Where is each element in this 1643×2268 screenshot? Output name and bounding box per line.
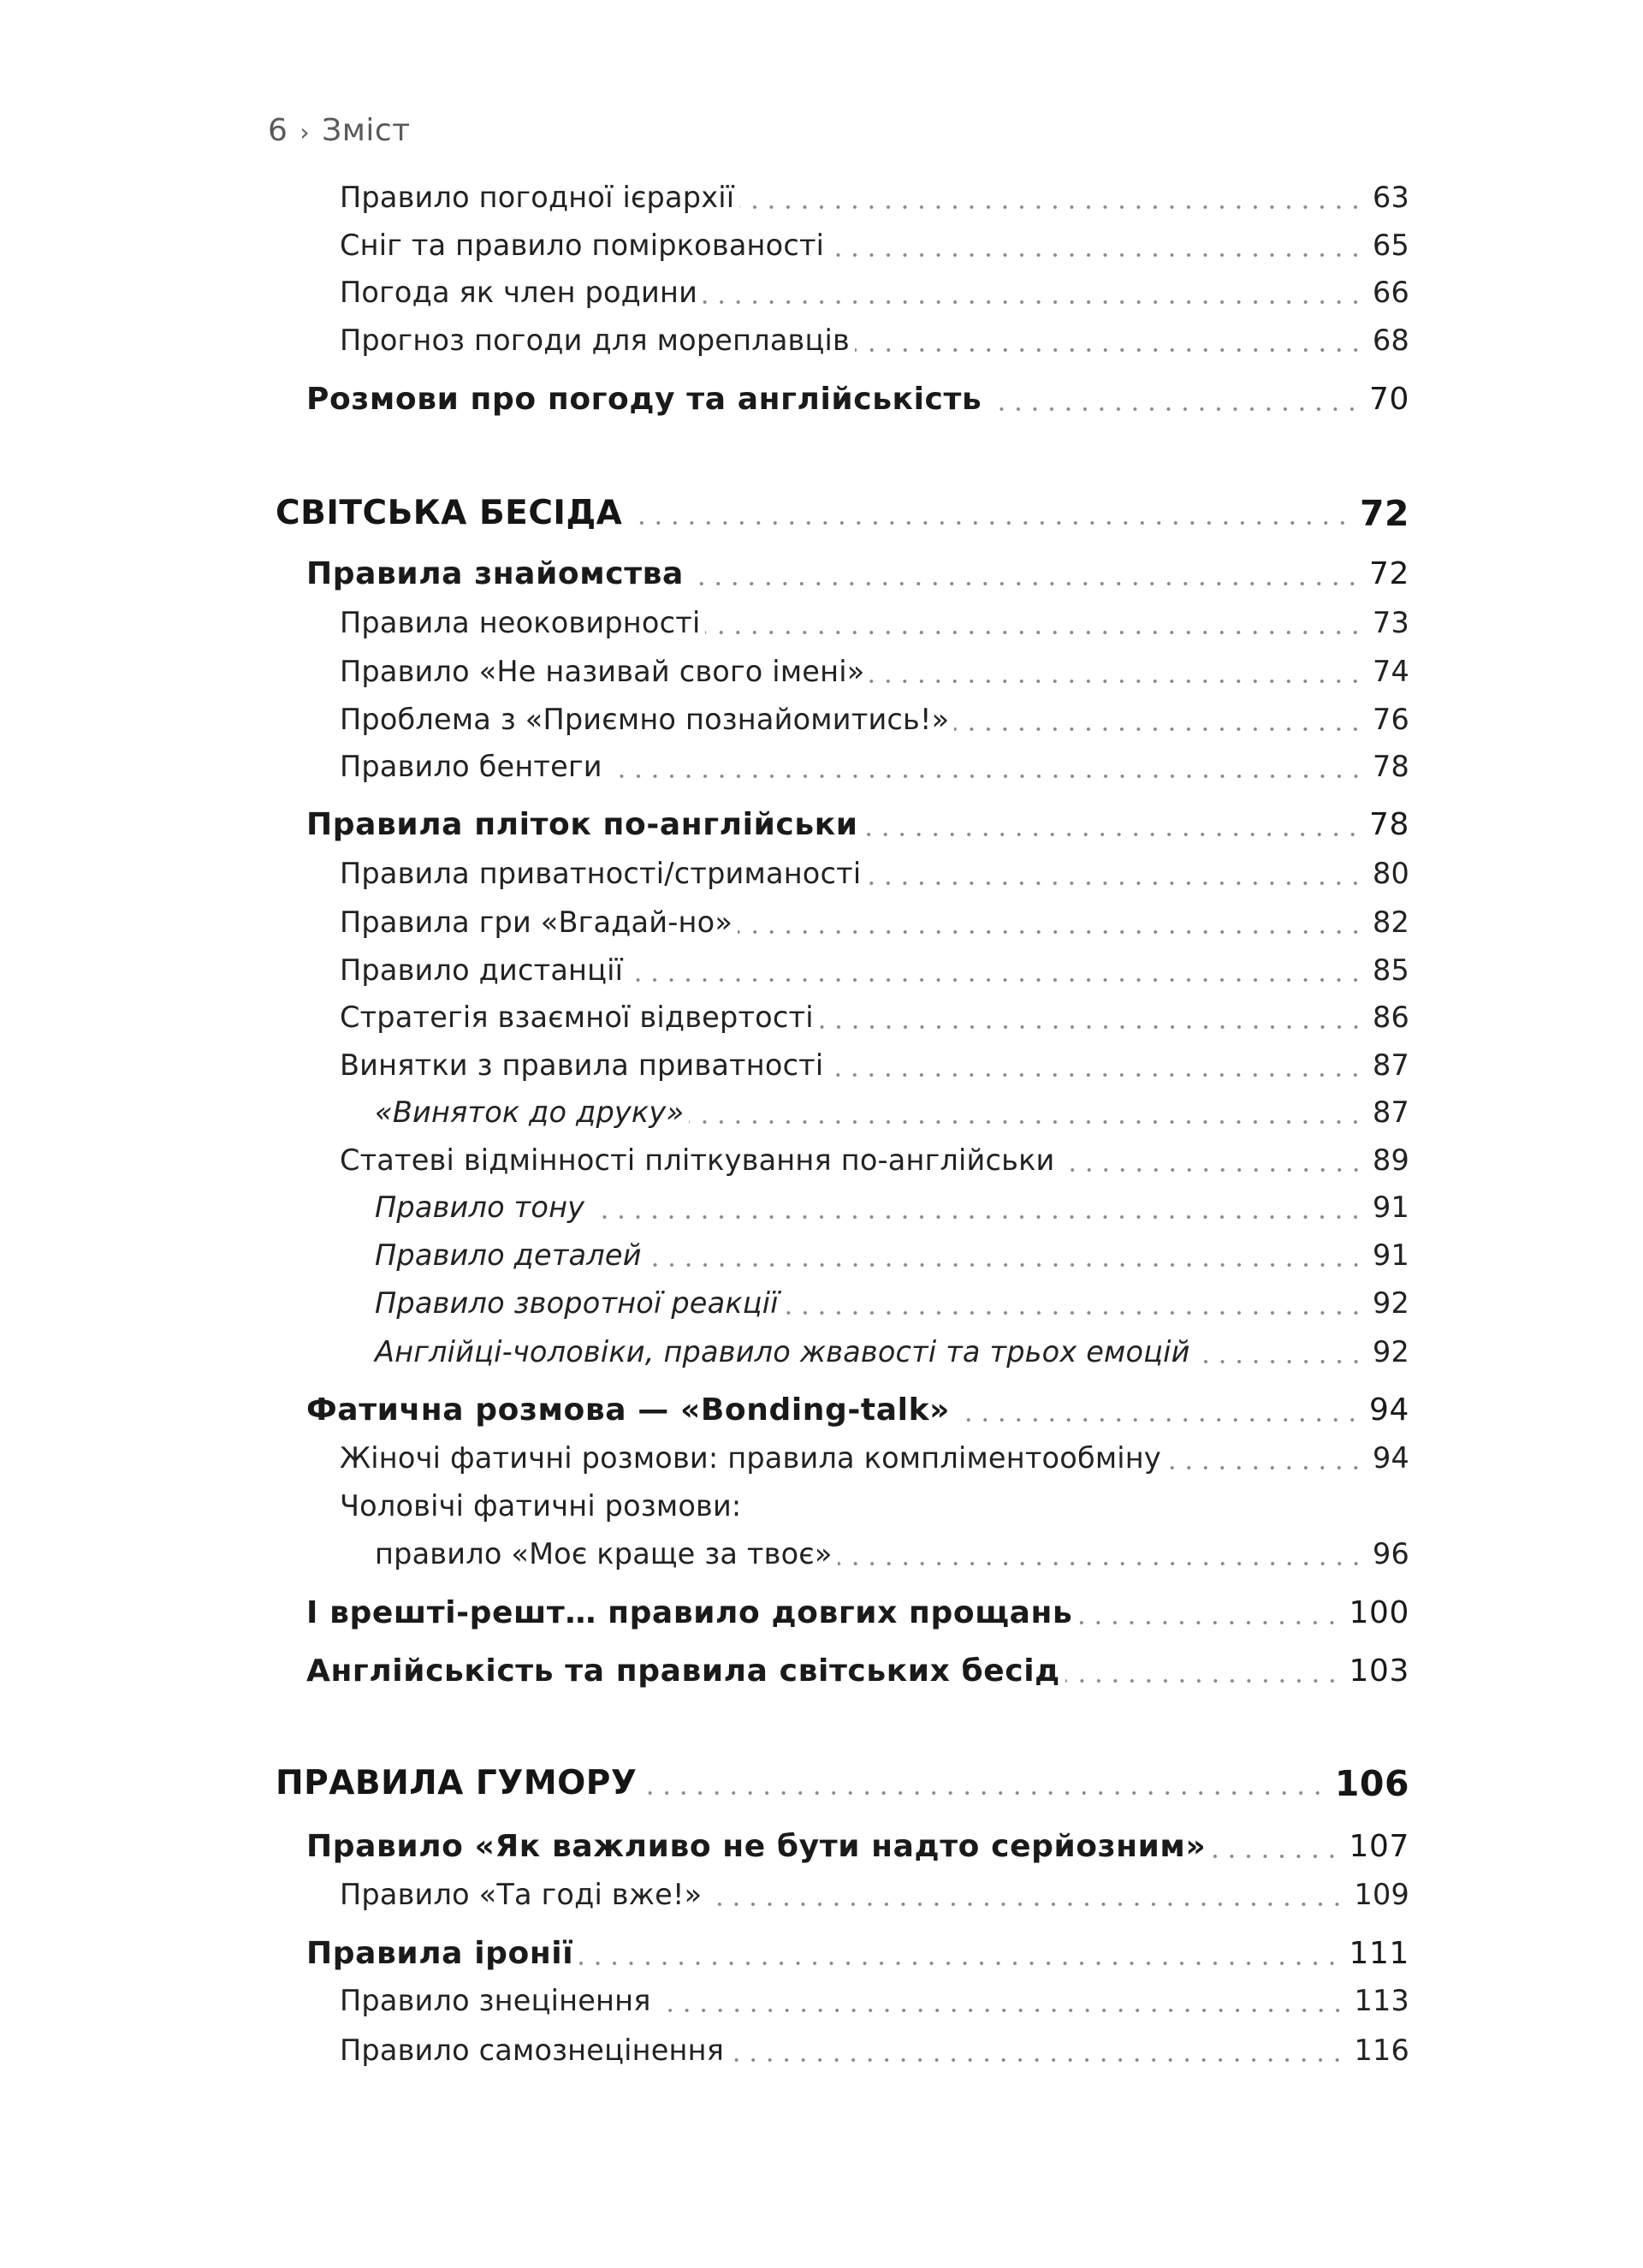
toc-entry-title: Правило деталей	[375, 1238, 642, 1272]
toc-entry-title: ПРАВИЛА ГУМОРУ	[276, 1764, 638, 1802]
toc-subsection-entry[interactable]	[340, 698, 1409, 742]
dot-leader	[705, 601, 1364, 645]
toc-entry-title: Прогноз погоди для мореплавців	[340, 324, 850, 357]
toc-entry-title: Правило «Не називай свого імені»	[340, 655, 865, 688]
dot-leader	[829, 223, 1364, 268]
dot-leader	[869, 650, 1364, 694]
toc-entry-title: Правило зворотної реакції	[375, 1286, 779, 1320]
toc-entry-title: Правило «Та годі вже!»	[340, 1878, 703, 1911]
toc-entry-title: СВІТСЬКА БЕСІДА	[276, 494, 623, 532]
toc-subsection-entry[interactable]	[340, 601, 1409, 645]
dot-leader	[689, 1090, 1364, 1135]
toc-entry-title: Статеві відмінності пліткування по-англійськи	[340, 1143, 1055, 1177]
toc-subsection-entry[interactable]	[340, 223, 1409, 268]
dot-leader	[784, 1281, 1364, 1326]
toc-section-entry[interactable]	[306, 1591, 1409, 1636]
toc-subsection-entry[interactable]	[340, 745, 1409, 789]
toc-section-entry[interactable]	[306, 1932, 1409, 1976]
toc-subsection-entry[interactable]	[340, 175, 1409, 220]
toc-section-entry[interactable]	[306, 377, 1409, 422]
toc-entry-page-number: 100	[1349, 1595, 1409, 1630]
toc-entry-page-number: 91	[1372, 1190, 1409, 1224]
toc-subsection-entry[interactable]	[340, 650, 1409, 694]
toc-entry-title: Правила знайомства	[306, 556, 684, 591]
toc-entry-title: Проблема з «Приємно познайомитись!»	[340, 703, 950, 736]
toc-subsection-entry[interactable]	[375, 1185, 1409, 1230]
toc-entry-title: Жіночі фатичні розмови: правила компліментообміну	[340, 1441, 1161, 1475]
dot-leader	[729, 2028, 1345, 2073]
toc-entry-title: Сніг та правило поміркованості	[340, 229, 825, 262]
dot-leader	[628, 948, 1364, 993]
dot-leader	[707, 1873, 1345, 1917]
toc-entry-title: Правило погодної ієрархії	[340, 181, 735, 214]
toc-entry-page-number: 72	[1368, 556, 1409, 591]
toc-subsection-entry[interactable]	[340, 900, 1409, 945]
toc-entry-page-number: 87	[1372, 1095, 1409, 1129]
dot-leader	[689, 552, 1361, 597]
toc-entry-title: правило «Моє краще за твоє»	[375, 1537, 833, 1570]
dot-leader	[642, 1761, 1326, 1806]
chevron-right-icon: ›	[300, 118, 311, 146]
toc-entry-title: Правила неоковирності	[340, 606, 701, 639]
dot-leader	[866, 852, 1364, 896]
toc-subsection-entry[interactable]	[340, 318, 1409, 363]
toc-entry-title: Правило самознецінення	[340, 2033, 725, 2067]
running-head-section: Зміст	[322, 113, 411, 148]
toc-entry-title: Винятки з правила приватності	[340, 1048, 824, 1082]
toc-entry-title: Правило «Як важливо не бути надто серйозним»	[306, 1829, 1207, 1864]
toc-chapter-entry[interactable]	[276, 491, 1409, 536]
dot-leader	[1077, 1591, 1340, 1636]
toc-entry-title: Правило дистанції	[340, 953, 624, 987]
toc-entry-page-number: 106	[1334, 1763, 1409, 1804]
toc-entry-page-number: 70	[1368, 382, 1409, 417]
toc-entry-page-number: 94	[1368, 1392, 1409, 1428]
running-head	[268, 110, 411, 154]
toc-subsection-entry[interactable]	[340, 1043, 1409, 1088]
dot-leader	[1166, 1436, 1364, 1481]
toc-entry-page-number: 80	[1372, 857, 1409, 890]
toc-entry-page-number: 116	[1354, 2033, 1409, 2067]
dot-leader	[746, 1484, 1401, 1529]
toc-section-entry[interactable]	[306, 1825, 1409, 1869]
dot-leader	[955, 1388, 1361, 1433]
dot-leader	[1211, 1825, 1340, 1869]
toc-entry-page-number: 96	[1372, 1537, 1409, 1570]
toc-entry-title: Правило бентеги	[340, 750, 602, 783]
toc-entry-page-number: 86	[1372, 1000, 1409, 1034]
toc-subsection-entry[interactable]	[340, 995, 1409, 1040]
toc-entry-title: Правила іронії	[306, 1936, 574, 1971]
dot-leader	[703, 270, 1364, 315]
toc-entry-page-number: 92	[1372, 1286, 1409, 1320]
toc-entry-title: Погода як член родини	[340, 276, 698, 309]
toc-subsection-entry[interactable]	[375, 1281, 1409, 1326]
dot-leader	[656, 1979, 1346, 2023]
dot-leader	[608, 745, 1364, 789]
toc-entry-title: Англійці-чоловіки, правило жвавості та трьох емоцій	[375, 1335, 1190, 1369]
toc-entry-title: Фатична розмова — «Bonding-talk»	[306, 1392, 950, 1428]
toc-subsection-entry[interactable]	[340, 1436, 1409, 1481]
toc-subsection-entry[interactable]	[375, 1532, 1409, 1576]
toc-subsection-entry[interactable]	[340, 1138, 1409, 1183]
dot-leader	[1060, 1138, 1364, 1183]
toc-subsection-entry[interactable]	[375, 1330, 1409, 1374]
toc-subsection-entry[interactable]	[375, 1090, 1409, 1135]
dot-leader	[647, 1233, 1364, 1278]
toc-entry-title: Правило тону	[375, 1190, 585, 1224]
toc-entry-title: Правило знецінення	[340, 1984, 651, 2017]
toc-entry-page-number: 107	[1349, 1829, 1409, 1864]
toc-entry-page-number: 78	[1372, 750, 1409, 783]
toc-entry-page-number: 111	[1349, 1936, 1409, 1971]
page-number: 6	[268, 113, 288, 148]
toc-entry-page-number: 73	[1372, 606, 1409, 639]
toc-entry-title: Англійськість та правила світських бесід	[306, 1654, 1060, 1689]
toc-subsection-entry[interactable]	[340, 1484, 1409, 1529]
toc-entry-page-number: 66	[1372, 276, 1409, 309]
toc-subsection-entry[interactable]	[340, 948, 1409, 993]
toc-subsection-entry[interactable]	[340, 2028, 1409, 2073]
toc-entry-page-number: 82	[1372, 905, 1409, 939]
toc-entry-page-number: 68	[1372, 324, 1409, 357]
toc-entry-page-number: 85	[1372, 953, 1409, 987]
toc-subsection-entry[interactable]	[340, 852, 1409, 896]
toc-section-entry[interactable]	[306, 1649, 1409, 1694]
toc-section-entry[interactable]	[306, 1388, 1409, 1433]
toc-subsection-entry[interactable]	[340, 1873, 1409, 1917]
dot-leader	[855, 318, 1364, 363]
toc-entry-page-number: 109	[1354, 1878, 1409, 1911]
dot-leader	[1195, 1330, 1364, 1374]
toc-entry-page-number: 78	[1368, 807, 1409, 842]
toc-entry-page-number: 72	[1359, 493, 1409, 534]
toc-entry-page-number: 89	[1372, 1143, 1409, 1177]
toc-entry-title: Правила приватності/стриманості	[340, 857, 862, 890]
toc-entry-page-number: 91	[1372, 1238, 1409, 1272]
toc-entry-page-number: 74	[1372, 655, 1409, 688]
toc-section-entry[interactable]	[306, 803, 1409, 847]
toc-entry-title: Стратегія взаємної відвертості	[340, 1000, 814, 1034]
toc-entry-title: Правила пліток по-англійськи	[306, 807, 858, 842]
dot-leader	[590, 1185, 1364, 1230]
dot-leader	[627, 491, 1351, 536]
toc-entry-title: Розмови про погоду та англійськість	[306, 382, 982, 417]
dot-leader	[819, 995, 1364, 1040]
dot-leader	[838, 1532, 1364, 1576]
toc-subsection-entry[interactable]	[375, 1233, 1409, 1278]
dot-leader	[987, 377, 1361, 422]
dot-leader	[1065, 1649, 1341, 1694]
toc-entry-page-number: 94	[1372, 1441, 1409, 1475]
toc-entry-title: Правила гри «Вгадай-но»	[340, 905, 733, 939]
toc-subsection-entry[interactable]	[340, 1979, 1409, 2023]
toc-section-entry[interactable]	[306, 552, 1409, 597]
toc-entry-page-number: 113	[1354, 1984, 1409, 2017]
toc-entry-page-number: 103	[1349, 1654, 1409, 1689]
dot-leader	[578, 1932, 1340, 1976]
toc-entry-page-number: 65	[1372, 229, 1409, 262]
dot-leader	[863, 803, 1361, 847]
dot-leader	[828, 1043, 1364, 1088]
dot-leader	[738, 900, 1364, 945]
toc-entry-title: Чоловічі фатичні розмови:	[340, 1489, 742, 1523]
toc-entry-page-number: 87	[1372, 1048, 1409, 1082]
toc-entry-title: «Виняток до друку»	[375, 1095, 685, 1129]
dot-leader	[739, 175, 1364, 220]
toc-subsection-entry[interactable]	[340, 270, 1409, 315]
toc-entry-title: І врешті-решт… правило довгих прощань	[306, 1595, 1073, 1630]
toc-entry-page-number: 92	[1372, 1335, 1409, 1369]
dot-leader	[954, 698, 1364, 742]
toc-entry-page-number: 63	[1372, 181, 1409, 214]
toc-chapter-entry[interactable]	[276, 1761, 1409, 1806]
toc-entry-page-number: 76	[1372, 703, 1409, 736]
